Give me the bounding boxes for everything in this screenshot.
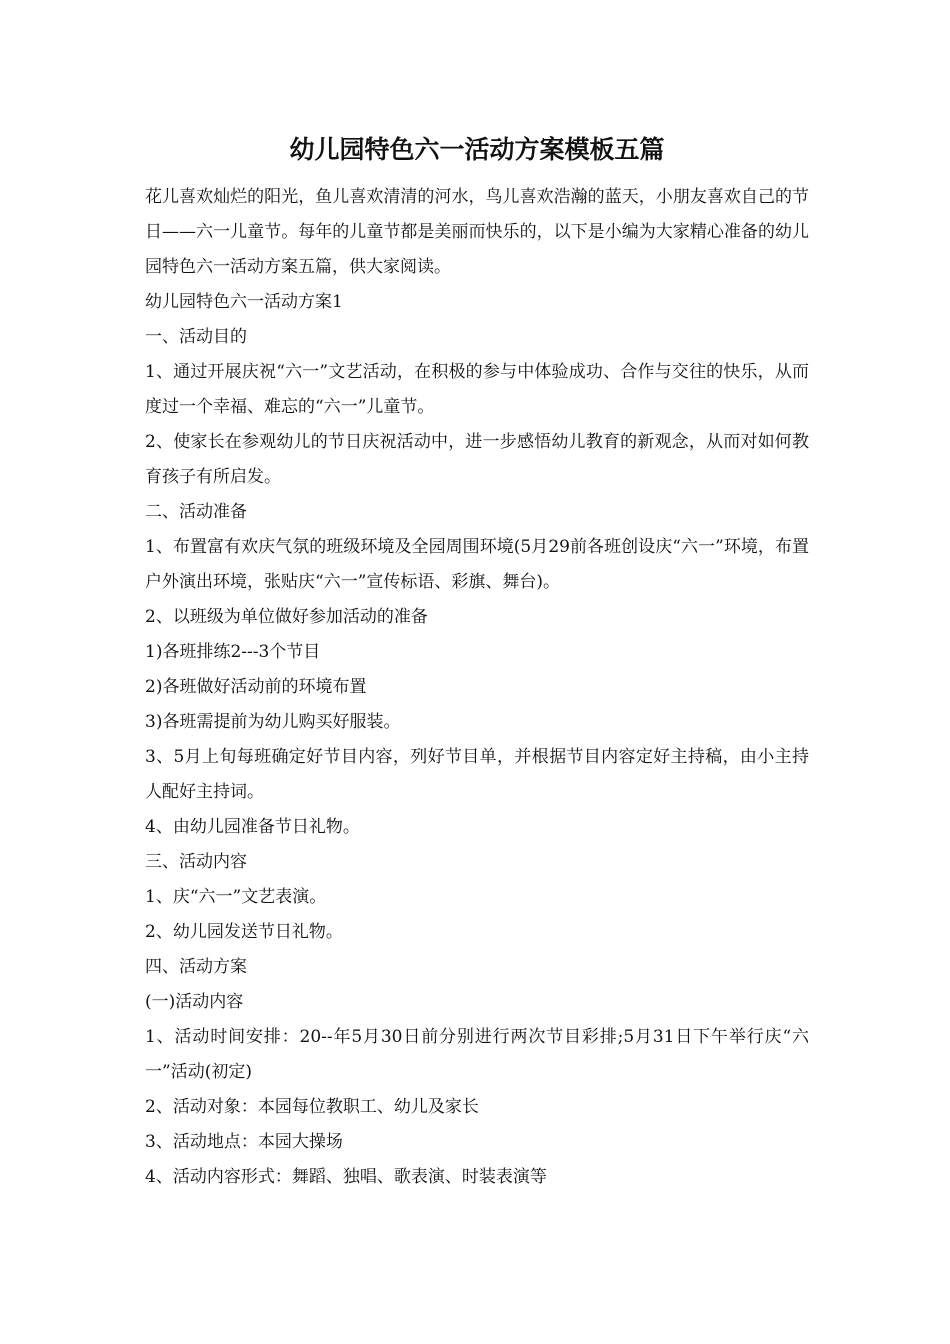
plan-heading: 幼儿园特色六一活动方案1 <box>145 292 343 312</box>
purpose-item-1: 1、通过开展庆祝“六一”文艺活动，在积极的参与中体验成功、合作与交往的快乐，从而度过一个幸福、难忘的“六一”儿童节。 <box>145 362 809 417</box>
section-heading-plan: 四、活动方案 <box>145 957 247 977</box>
preparation-subitem-3: 3)各班需提前为幼儿购买好服装。 <box>145 712 401 732</box>
preparation-item-3: 3、5月上旬每班确定好节目内容，列好节目单，并根据节目内容定好主持稿，由小主持人配好主持词。 <box>145 747 809 802</box>
purpose-item-2: 2、使家长在参观幼儿的节日庆祝活动中，进一步感悟幼儿教育的新观念，从而对如何教育孩子有所启发。 <box>145 432 809 487</box>
preparation-subitem-2: 2)各班做好活动前的环境布置 <box>145 677 367 697</box>
preparation-item-1: 1、布置富有欢庆气氛的班级环境及全园周围环境(5月29前各班创设庆“六一”环境，布置户外演出环境，张贴庆“六一”宣传标语、彩旗、舞台)。 <box>145 537 809 592</box>
section-heading-purpose: 一、活动目的 <box>145 327 247 347</box>
document-title: 幼儿园特色六一活动方案模板五篇 <box>289 135 665 164</box>
section-heading-preparation: 二、活动准备 <box>145 502 247 522</box>
content-item-1: 1、庆“六一”文艺表演。 <box>145 887 327 907</box>
preparation-item-2: 2、以班级为单位做好参加活动的准备 <box>145 607 428 627</box>
preparation-subitem-1: 1)各班排练2---3个节目 <box>145 642 321 662</box>
document-body <box>145 130 809 1195</box>
plan-item-3: 3、活动地点：本园大操场 <box>145 1132 343 1152</box>
plan-subheading: (一)活动内容 <box>145 992 244 1012</box>
section-heading-content: 三、活动内容 <box>145 852 247 872</box>
intro-paragraph: 花儿喜欢灿烂的阳光，鱼儿喜欢清清的河水，鸟儿喜欢浩瀚的蓝天，小朋友喜欢自己的节日——六一儿童节。每年的儿童节都是美丽而快乐的，以下是小编为大家精心准备的幼儿园特色六一活动方案五篇，供大家阅读。 <box>145 187 809 277</box>
plan-item-2: 2、活动对象：本园每位教职工、幼儿及家长 <box>145 1097 479 1117</box>
preparation-item-4: 4、由幼儿园准备节日礼物。 <box>145 817 360 837</box>
plan-item-4: 4、活动内容形式：舞蹈、独唱、歌表演、时装表演等 <box>145 1167 547 1187</box>
plan-item-1: 1、活动时间安排：20--年5月30日前分别进行两次节目彩排;5月31日下午举行庆“六一”活动(初定) <box>145 1027 809 1082</box>
content-item-2: 2、幼儿园发送节日礼物。 <box>145 922 343 942</box>
